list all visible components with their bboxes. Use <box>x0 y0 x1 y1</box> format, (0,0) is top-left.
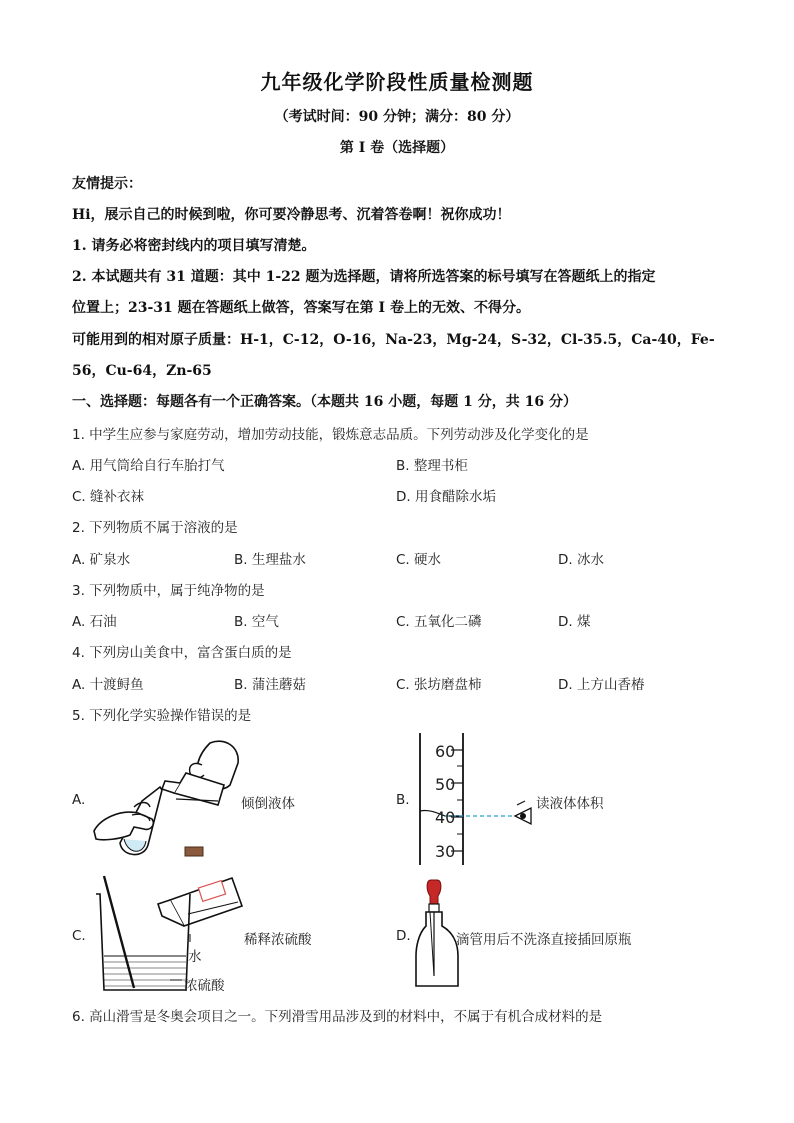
tick-label-30: 30 <box>435 842 456 861</box>
figure-c-caption: 稀释浓硫酸 <box>244 932 312 948</box>
question-1-option-c: C. 缝补衣袜 <box>72 489 145 505</box>
graduated-cylinder-illustration <box>415 733 535 868</box>
question-5-stem: 5. 下列化学实验操作错误的是 <box>72 708 252 724</box>
question-5-option-d: D. <box>396 928 411 944</box>
question-2-option-c: C. 硬水 <box>396 552 442 568</box>
question-2-option-b: B. 生理盐水 <box>234 552 306 568</box>
notice-item-2-line1: 2. 本试题共有 31 道题：其中 1-22 题为选择题，请将所选答案的标号填写在答题纸上的指定 <box>72 269 656 285</box>
pouring-liquid-illustration <box>90 735 240 870</box>
question-3-stem: 3. 下列物质中，属于纯净物的是 <box>72 583 265 599</box>
question-4-option-c: C. 张坊磨盘柿 <box>396 677 482 693</box>
section-heading: 一、选择题：每题各有一个正确答案。（本题共 16 小题，每题 1 分，共 16 分） <box>72 394 577 410</box>
question-4-option-b: B. 蒲洼蘑菇 <box>234 677 306 693</box>
figure-d-caption: 滴管用后不洗涤直接插回原瓶 <box>456 932 632 948</box>
notice-greeting: Hi，展示自己的时候到啦，你可要冷静思考、沉着答卷啊！祝你成功！ <box>72 207 511 223</box>
tick-label-40: 40 <box>435 808 456 827</box>
notice-item-1: 1. 请务必将密封线内的项目填写清楚。 <box>72 238 316 254</box>
question-3-option-b: B. 空气 <box>234 614 279 630</box>
question-1-stem: 1. 中学生应参与家庭劳动，增加劳动技能，锻炼意志品质。下列劳动涉及化学变化的是 <box>72 427 589 443</box>
question-4-stem: 4. 下列房山美食中，富含蛋白质的是 <box>72 645 292 661</box>
water-label: 水 <box>188 949 202 965</box>
atomic-mass-line2: 56，Cu-64，Zn-65 <box>72 363 212 379</box>
question-4-option-d: D. 上方山香椿 <box>558 677 645 693</box>
tick-label-60: 60 <box>435 742 456 761</box>
question-4-option-a: A. 十渡鲟鱼 <box>72 677 144 693</box>
question-5-option-b: B. <box>396 792 410 808</box>
figure-b-caption: 读液体体积 <box>536 796 604 812</box>
volume-label: 第 I 卷（选择题） <box>339 140 455 156</box>
question-5-option-a: A. <box>72 792 86 808</box>
dropper-bottle-illustration <box>414 878 459 990</box>
notice-heading: 友情提示： <box>72 176 142 192</box>
question-3-option-a: A. 石油 <box>72 614 117 630</box>
notice-item-2-line2: 位置上；23-31 题在答题纸上做答，答案写在第 I 卷上的无效、不得分。 <box>72 300 530 316</box>
exam-info: （考试时间：90 分钟；满分：80 分） <box>274 109 520 125</box>
figure-a-caption: 倾倒液体 <box>241 796 295 812</box>
question-3-option-c: C. 五氧化二磷 <box>396 614 482 630</box>
question-1-option-a: A. 用气筒给自行车胎打气 <box>72 458 225 474</box>
question-3-option-d: D. 煤 <box>558 614 591 630</box>
question-5-option-c: C. <box>72 928 86 944</box>
diluting-acid-illustration <box>92 870 252 1000</box>
tick-label-50: 50 <box>435 775 456 794</box>
question-2-stem: 2. 下列物质不属于溶液的是 <box>72 520 238 536</box>
question-2-option-a: A. 矿泉水 <box>72 552 131 568</box>
question-1-option-b: B. 整理书柜 <box>396 458 468 474</box>
atomic-mass-line1: 可能用到的相对原子质量：H-1，C-12，O-16，Na-23，Mg-24，S-32，Cl-35.5，Ca-40，Fe- <box>72 332 715 348</box>
question-2-option-d: D. 冰水 <box>558 552 604 568</box>
question-1-option-d: D. 用食醋除水垢 <box>396 489 496 505</box>
acid-label: 浓硫酸 <box>184 978 225 994</box>
page-title: 九年级化学阶段性质量检测题 <box>260 70 534 94</box>
question-6-stem: 6. 高山滑雪是冬奥会项目之一。下列滑雪用品涉及到的材料中，不属于有机合成材料的是 <box>72 1009 603 1025</box>
